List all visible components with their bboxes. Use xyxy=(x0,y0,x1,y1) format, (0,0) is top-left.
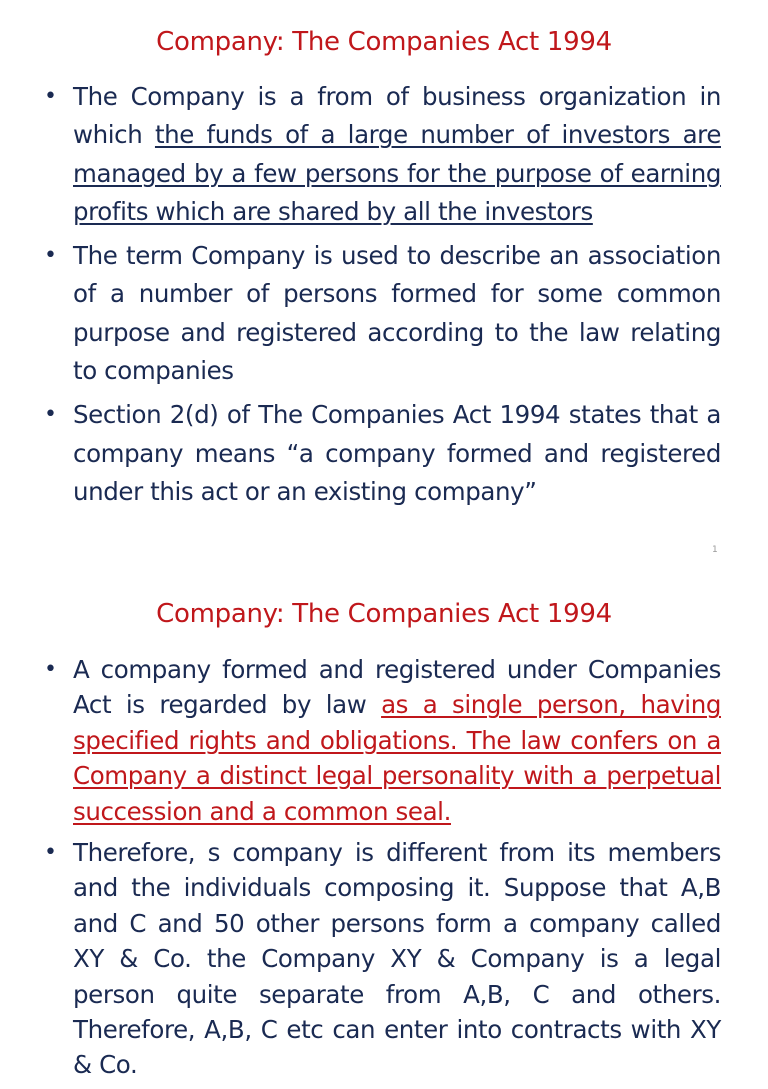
bullet-icon: • xyxy=(44,840,57,866)
bullet-text: The term Company is used to describe an association of a number of persons formed for some common purpose and registered according to the law relating to companies xyxy=(73,241,721,386)
slide-title: Company: The Companies Act 1994 xyxy=(156,599,612,629)
page-number: 1 xyxy=(712,545,718,555)
bullet-icon: • xyxy=(44,243,57,269)
bullet-icon: • xyxy=(44,84,57,109)
slide-title: Company: The Companies Act 1994 xyxy=(156,27,612,57)
bullet-icon: • xyxy=(44,402,57,428)
bullet-icon: • xyxy=(44,657,57,682)
bullet-text: Therefore, s company is different from its members and the individuals composing it. Suppose that A,B and C and 50 other persons form a company called XY & Co. the Company XY & Company is a legal person quite separate from A,B, C and others. Therefore, A,B, C etc can enter into contracts with XY & Co. xyxy=(73,838,721,1080)
bullet-item xyxy=(0,237,721,390)
underlined-text: the funds of a large number of investors are managed by a few persons for the purpose of earning profits which are shared by all the investors xyxy=(73,120,721,226)
bullet-item xyxy=(0,78,721,231)
bullet-item xyxy=(0,652,721,829)
bullet-text: The Company is a from of business organization in which xyxy=(73,82,721,150)
bullet-text: A company formed and registered under Companies Act is regarded by law xyxy=(73,655,721,720)
underlined-text: as a single person, having specified rights and obligations. The law confers on a Company a distinct legal personality with a perpetual succession and a common seal. xyxy=(73,690,721,826)
bullet-item xyxy=(0,835,721,1083)
bullet-text: Section 2(d) of The Companies Act 1994 states that a company means “a company formed and registered under this act or an existing company” xyxy=(73,400,721,506)
slide-2 xyxy=(0,572,768,1080)
bullet-list xyxy=(0,78,721,517)
bullet-item xyxy=(0,396,721,511)
bullet-list xyxy=(0,652,721,1089)
